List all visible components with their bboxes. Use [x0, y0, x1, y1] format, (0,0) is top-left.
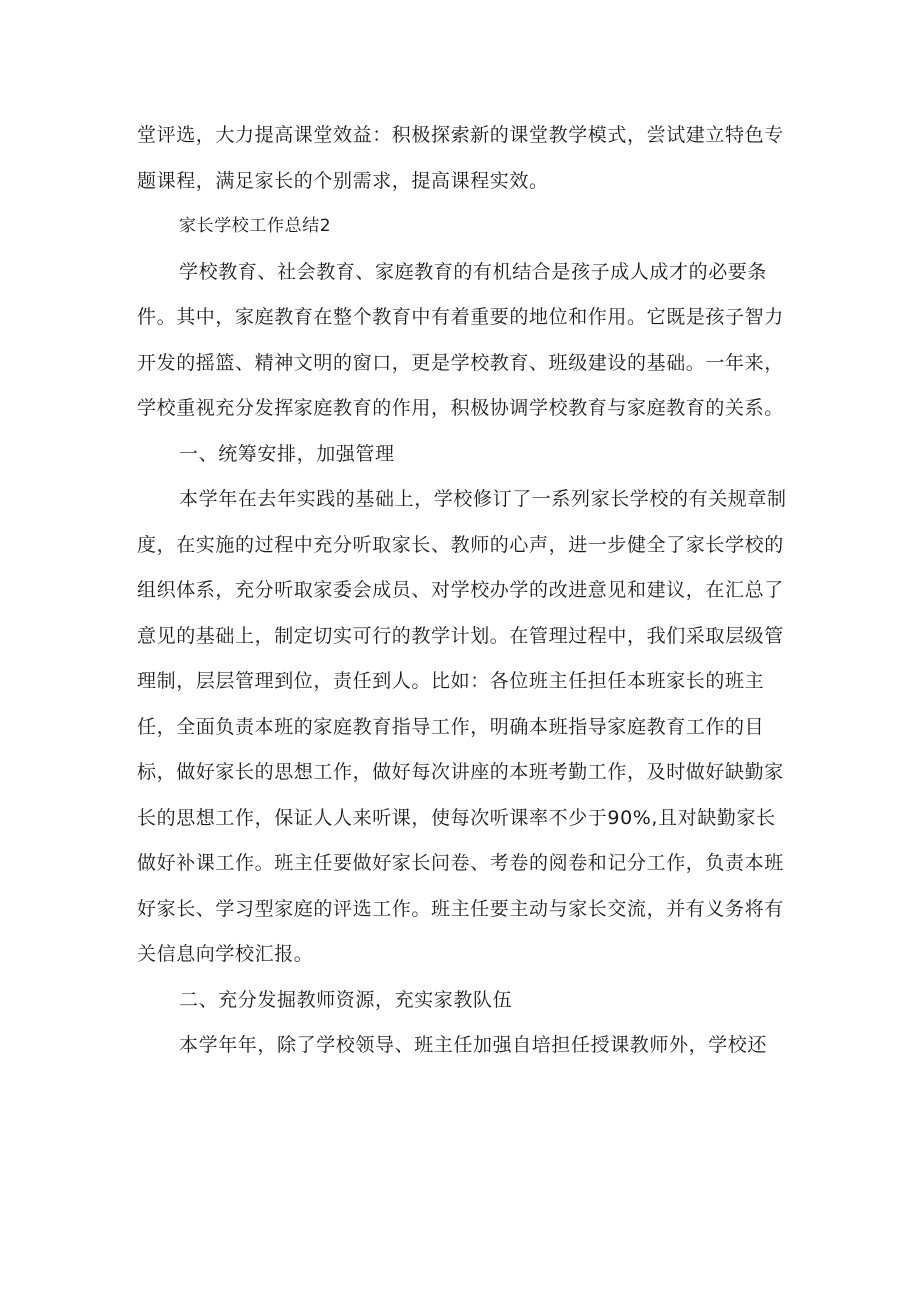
paragraph-continuation: 堂评选，大力提高课堂效益：积极探索新的课堂教学模式，尝试建立特色专题课程，满足家长的个别需求，提高课程实效。 — [137, 124, 784, 192]
document-body — [137, 113, 793, 1069]
section-title: 家长学校工作总结2 — [179, 216, 332, 236]
paragraph-intro: 学校教育、社会教育、家庭教育的有机结合是孩子成人成才的必要条件。其中，家庭教育在整个教育中有着重要的地位和作用。它既是孩子智力开发的摇篮、精神文明的窗口，更是学校教育、班级建设的基础。一年来，学校重视充分发挥家庭教育的作用，积极协调学校教育与家庭教育的关系。 — [137, 260, 784, 419]
section-heading-one: 一、统筹安排，加强管理 — [179, 442, 395, 465]
paragraph-management: 本学年在去年实践的基础上，学校修订了一系列家长学校的有关规章制度，在实施的过程中充分听取家长、教师的心声，进一步健全了家长学校的组织体系，充分听取家委会成员、对学校办学的改进意见和建议，在汇总了意见的基础上，制定切实可行的教学计划。在管理过程中，我们采取层级管理制，层层管理到位，责任到人。比如：各位班主任担任本班家长的班主任，全面负责本班的家庭教育指导工作，明确本班指导家庭教育工作的目标，做好家长的思想工作，做好每次讲座的本班考勤工作，及时做好缺勤家长的思想工作，保证人人来听课，使每次听课率不少于90%,且对缺勤家长做好补课工作。班主任要做好家长问卷、考卷的阅卷和记分工作，负责本班好家长、学习型家庭的评选工作。班主任要主动与家长交流，并有义务将有关信息向学校汇报。 — [137, 488, 787, 965]
paragraph-teachers: 本学年年，除了学校领导、班主任加强自培担任授课教师外，学校还 — [179, 1034, 768, 1056]
section-heading-two: 二、充分发掘教师资源，充实家教队伍 — [179, 988, 513, 1011]
